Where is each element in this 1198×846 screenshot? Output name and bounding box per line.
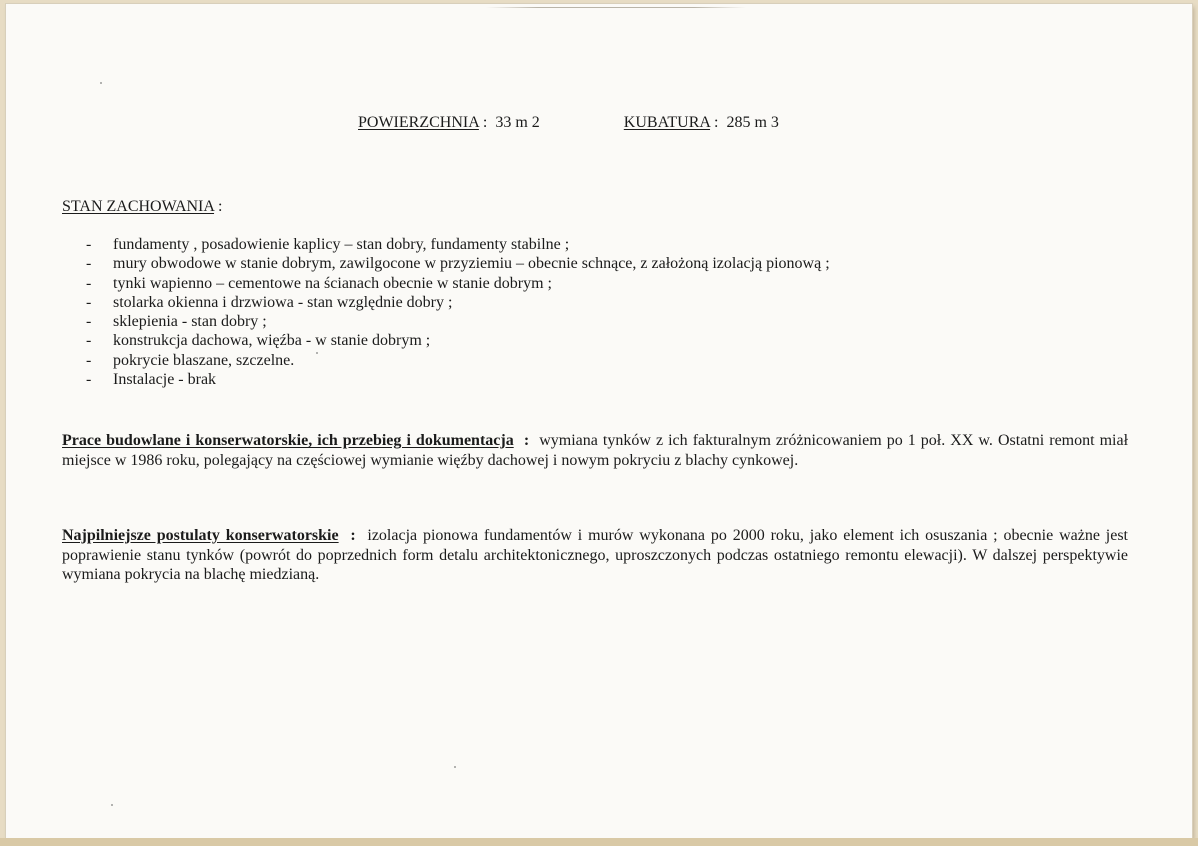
condition-list [86,235,830,389]
scan-speck [454,766,456,768]
postulates-lead: Najpilniejsze postulaty konserwatorskie [62,527,339,544]
list-item: - mury obwodowe w stanie dobrym, zawilgocone w przyziemiu – obecnie schnące, z założoną izolacją pionową ; [86,255,830,273]
works-lead: Prace budowlane i konserwatorskie, ich przebieg i dokumentacja [62,432,514,449]
condition-heading-separator: : [218,198,223,215]
postulates-paragraph [62,526,1128,585]
area-label: POWIERZCHNIA [358,114,479,131]
scan-bottom-edge [0,838,1198,846]
works-text: wymiana tynków z ich fakturalnym zróżnicowaniem po 1 poł. XX w. Ostatni remont miał miejsce w 1986 roku, polegający na częściowej wymianie więźby dachowej i nowym pokryciu z blachy cynkowej. [62,432,1129,469]
volume-label: KUBATURA [623,114,711,131]
volume-separator: : [714,114,719,131]
list-item: - konstrukcja dachowa, więźba - w stanie dobrym ; [86,332,431,350]
area-separator: : [482,114,488,131]
postulates-separator: : [350,527,356,544]
list-item: - sklepienia - stan dobry ; [86,313,267,331]
document-page [6,4,1192,838]
scan-speck [111,804,113,806]
list-item: - stolarka okienna i drzwiowa - stan względnie dobry ; [86,293,453,311]
metrics-line [358,114,779,132]
condition-heading [62,198,223,216]
scan-speck [100,82,102,84]
scan-edge-line [486,7,746,8]
list-item: - Instalacje - brak [86,371,217,389]
works-separator: : [523,432,530,449]
area-value: 33 m 2 [495,114,540,131]
volume-value: 285 m 3 [726,114,779,131]
list-item: - tynki wapienno – cementowe na ścianach obecnie w stanie dobrym ; [86,274,552,292]
works-paragraph [62,431,1128,470]
scan-speck [316,352,318,354]
list-item: - fundamenty , posadowienie kaplicy – stan dobry, fundamenty stabilne ; [86,236,570,253]
condition-heading-label: STAN ZACHOWANIA [62,198,215,215]
list-item: - pokrycie blaszane, szczelne. [86,351,295,369]
postulates-text: izolacja pionowa fundamentów i murów wykonana po 2000 roku, jako element ich osuszania ; obecnie ważne jest poprawienie stanu tynków (powrót do poprzednich form detalu architektonicznego, uproszczonych podczas ostatniego remontu elewacji). W dalszej perspektywie wymiana pokrycia na blachę miedzianą. [62,527,1129,583]
